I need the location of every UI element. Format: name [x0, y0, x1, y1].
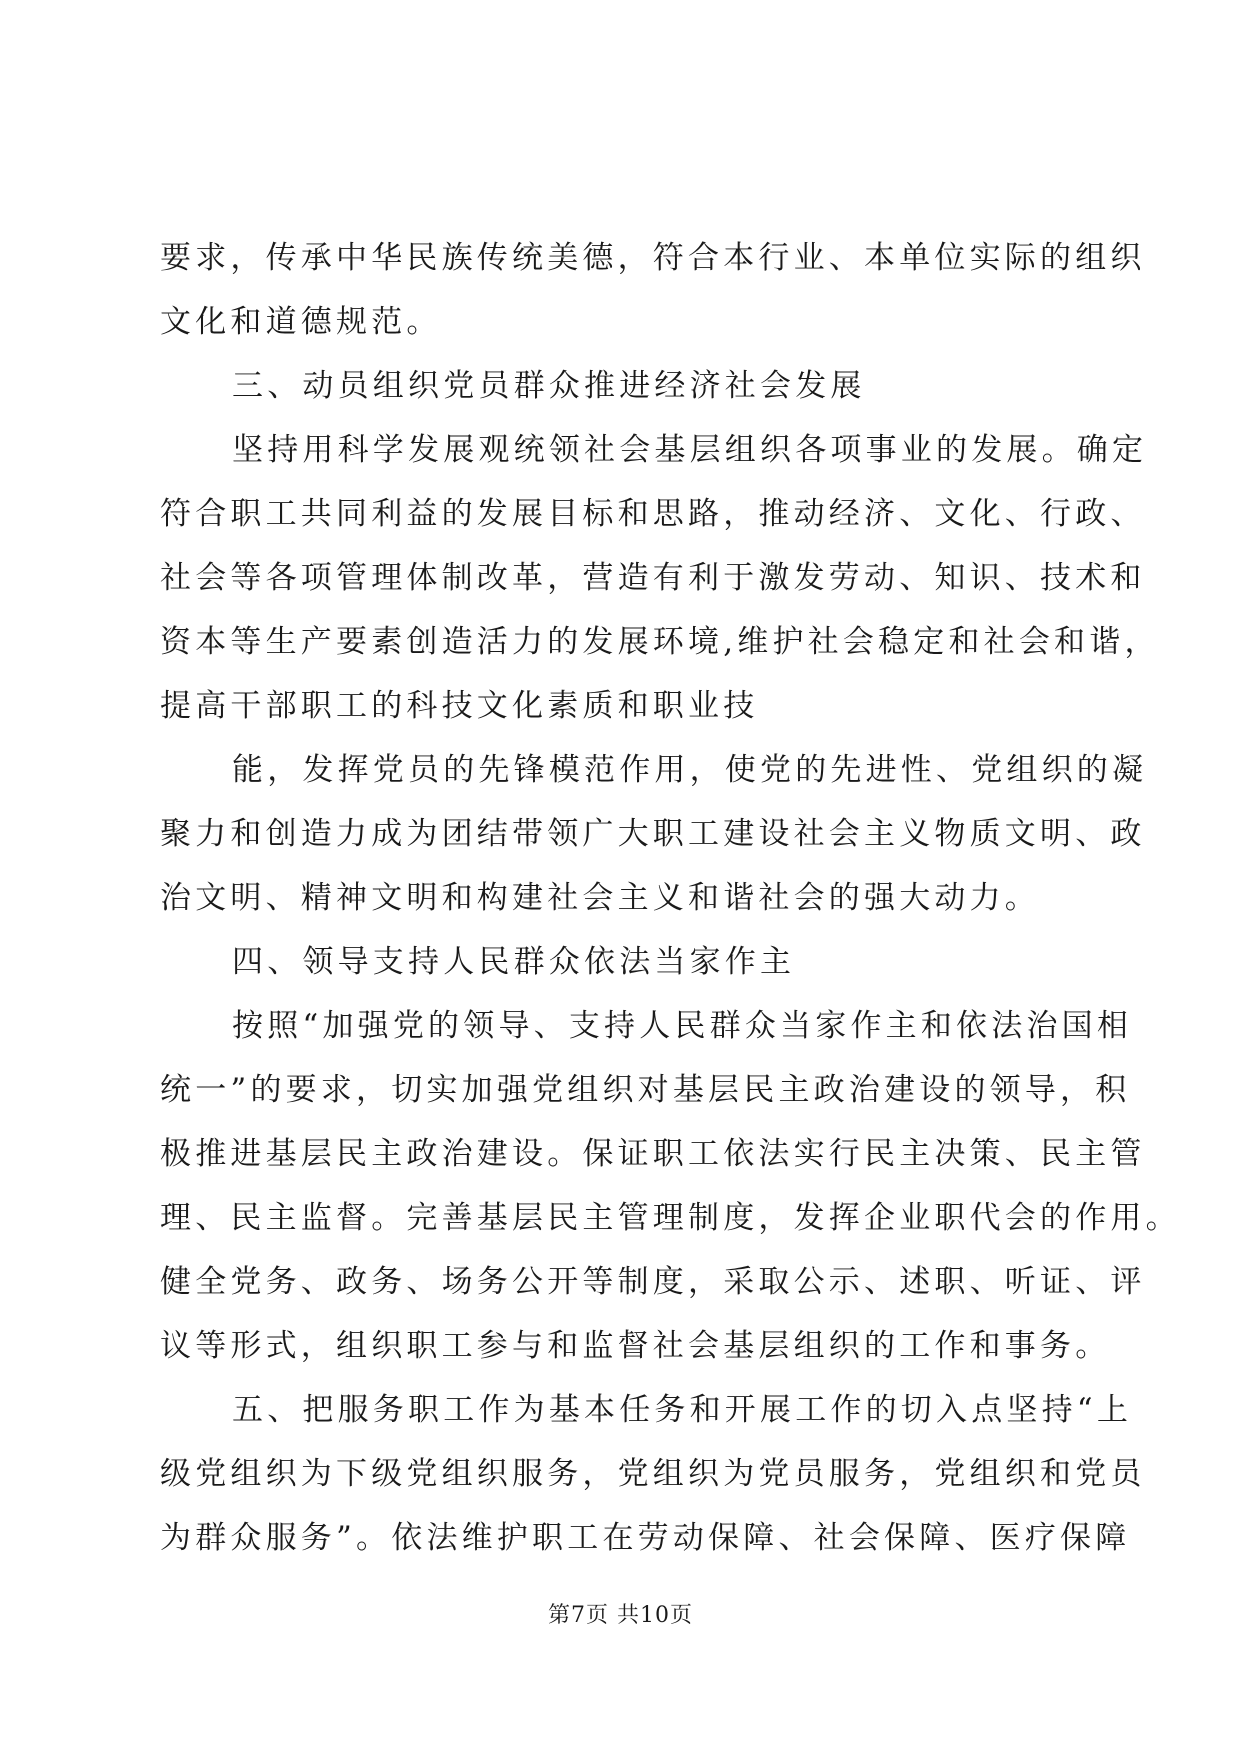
- paragraph-line: 文化和道德规范。: [160, 304, 442, 340]
- paragraph-line: 统一”的要求，切实加强党组织对基层民主政治建设的领导，积: [160, 1072, 1131, 1108]
- paragraph-line: 按照“加强党的领导、支持人民群众当家作主和依法治国相: [232, 1008, 1133, 1044]
- paragraph-line: 极推进基层民主政治建设。保证职工依法实行民主决策、民主管: [160, 1136, 1146, 1172]
- paragraph-line: 坚持用科学发展观统领社会基层组织各项事业的发展。确定: [232, 432, 1148, 468]
- section-heading-3: 三、动员组织党员群众推进经济社会发展: [232, 368, 866, 404]
- paragraph-line: 社会等各项管理体制改革，营造有利于激发劳动、知识、技术和: [160, 560, 1146, 596]
- paragraph-line: 要求，传承中华民族传统美德，符合本行业、本单位实际的组织: [160, 240, 1146, 276]
- paragraph-line: 资本等生产要素创造活力的发展环境,维护社会稳定和社会和谐，: [160, 624, 1160, 660]
- paragraph-line: 为群众服务”。依法维护职工在劳动保障、社会保障、医疗保障: [160, 1520, 1131, 1556]
- section-heading-4: 四、领导支持人民群众依法当家作主: [232, 944, 796, 980]
- paragraph-line: 聚力和创造力成为团结带领广大职工建设社会主义物质文明、政: [160, 816, 1146, 852]
- paragraph-line: 提高干部职工的科技文化素质和职业技: [160, 688, 759, 724]
- paragraph-line: 健全党务、政务、场务公开等制度，采取公示、述职、听证、评: [160, 1264, 1146, 1300]
- page-footer: 第7页 共10页: [548, 1603, 693, 1628]
- paragraph-line: 议等形式，组织职工参与和监督社会基层组织的工作和事务。: [160, 1328, 1111, 1364]
- paragraph-line: 理、民主监督。完善基层民主管理制度，发挥企业职代会的作用。: [160, 1200, 1181, 1236]
- paragraph-line: 能，发挥党员的先锋模范作用，使党的先进性、党组织的凝: [232, 752, 1148, 788]
- paragraph-line: 符合职工共同利益的发展目标和思路，推动经济、文化、行政、: [160, 496, 1146, 532]
- paragraph-line: 级党组织为下级党组织服务，党组织为党员服务，党组织和党员: [160, 1456, 1146, 1492]
- paragraph-line: 治文明、精神文明和构建社会主义和谐社会的强大动力。: [160, 880, 1040, 916]
- section-heading-5: 五、把服务职工作为基本任务和开展工作的切入点坚持“上: [232, 1392, 1133, 1428]
